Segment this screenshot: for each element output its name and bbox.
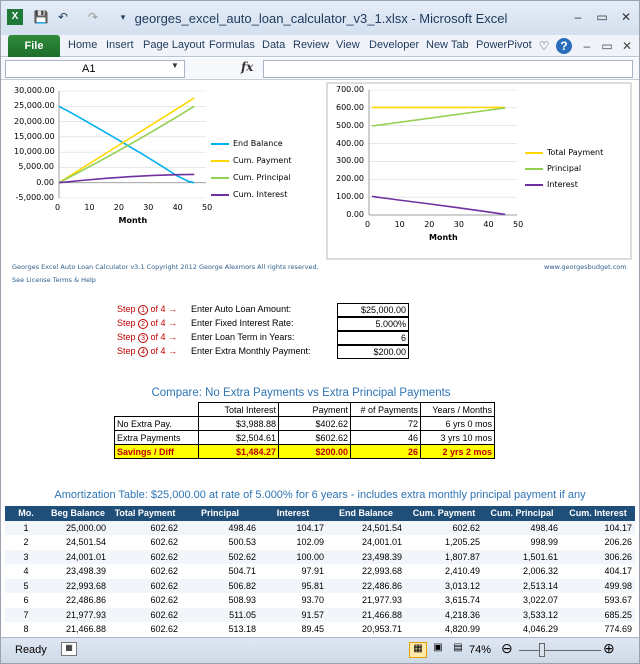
- amort-cell: 24,501.54: [361, 522, 402, 533]
- amort-cell: 504.71: [228, 566, 256, 577]
- chart2-y-tick: 700.00: [336, 85, 364, 94]
- amort-cell: 3,013.12: [444, 580, 480, 591]
- amort-cell: 21,466.88: [65, 624, 106, 635]
- footer-website-link[interactable]: www.georgesbudget.com: [544, 263, 627, 271]
- amort-cell: 22,993.68: [65, 580, 106, 591]
- step-number-badge: 4: [138, 347, 148, 357]
- amort-cell: 3,615.74: [444, 595, 480, 606]
- amort-cell: 93.70: [301, 595, 324, 606]
- step-prompt-text: Enter Auto Loan Amount:: [191, 304, 292, 314]
- chart2-y-tick: 100.00: [336, 192, 364, 202]
- step-of: of 4: [150, 346, 166, 356]
- amort-cell: 498.46: [228, 522, 256, 533]
- amort-cell: 22,486.86: [65, 595, 106, 606]
- amort-row: [5, 564, 635, 579]
- amort-header-cell: Beg Balance: [47, 506, 109, 521]
- compare-cell: 72: [351, 417, 421, 431]
- ribbon-minimize-button[interactable]: –: [583, 39, 591, 53]
- footer-copyright: Georges Excel Auto Loan Calculator v3.1 Copyright 2012 George Alexmors All rights reserved.: [12, 263, 319, 271]
- step-prompt: [191, 318, 294, 328]
- chart1-y-tick: 5,000.00: [18, 162, 54, 172]
- amort-row: [5, 593, 635, 608]
- chart2-x-tick: 0: [365, 220, 371, 229]
- save-icon[interactable]: 💾: [33, 10, 49, 24]
- compare-header-cell: Payment: [279, 403, 351, 417]
- step-input-4[interactable]: $200.00: [337, 345, 409, 359]
- amort-cell: 5: [23, 580, 29, 591]
- amort-cell: 4,820.99: [444, 624, 480, 635]
- chart1-y-tick: 20,000.00: [14, 116, 55, 126]
- amort-cell: 500.53: [228, 537, 256, 548]
- amort-cell: 91.57: [301, 609, 324, 620]
- amort-cell: 774.69: [604, 624, 632, 635]
- amort-title: Amortization Table: $25,000.00 at rate of 5.000% for 6 years - includes extra monthly principal payment if any: [54, 489, 586, 501]
- compare-cell: No Extra Pay.: [115, 417, 199, 431]
- chart1-y-tick: 10,000.00: [14, 147, 55, 157]
- compare-table: [114, 402, 495, 459]
- amort-cell: 206.26: [604, 537, 632, 548]
- amort-cell: 4,218.36: [444, 609, 480, 620]
- compare-header-cell: Years / Months: [421, 403, 495, 417]
- chart1-y-tick: 25,000.00: [14, 101, 55, 111]
- amort-cell: 21,977.93: [361, 595, 402, 606]
- amort-row: [5, 579, 635, 594]
- amort-cell: 1,205.25: [444, 537, 480, 548]
- chart1-y-tick: -5,000.00: [15, 193, 54, 202]
- amort-cell: 998.99: [530, 537, 558, 548]
- amort-header-row: [5, 506, 635, 521]
- chart1-legend-label: Cum. Payment: [233, 156, 292, 165]
- amort-cell: 602.62: [150, 537, 178, 548]
- amort-cell: 21,466.88: [361, 609, 402, 620]
- chart2-y-tick: 500.00: [336, 120, 364, 130]
- chart1-legend-label: End Balance: [233, 139, 283, 148]
- excel-logo-icon: X: [7, 9, 23, 25]
- chart2-x-tick: 50: [513, 220, 524, 229]
- compare-cell: $2,504.61: [199, 431, 279, 445]
- amort-cell: 593.67: [604, 595, 632, 606]
- compare-header-cell: [115, 403, 199, 417]
- name-box-dropdown-icon[interactable]: ▼: [171, 61, 179, 70]
- amort-cell: 602.62: [452, 522, 480, 533]
- amort-header-cell: Cum. Interest: [561, 506, 635, 521]
- chart1-legend-label: Cum. Interest: [233, 190, 288, 199]
- chart1-x-tick: 20: [113, 203, 124, 212]
- chart2-y-tick: 0.00: [346, 210, 364, 219]
- chart2-frame: [327, 83, 631, 259]
- amort-cell: 511.05: [229, 609, 256, 620]
- amort-cell: 602.62: [150, 609, 178, 620]
- step-label: [117, 332, 177, 343]
- chart2-y-tick: 200.00: [336, 174, 364, 184]
- formula-input[interactable]: [263, 60, 633, 78]
- amort-cell: 23,498.39: [361, 551, 402, 562]
- step-input-2[interactable]: 5.000%: [337, 317, 409, 331]
- compare-cell: 3 yrs 10 mos: [421, 431, 495, 445]
- amort-cell: 602.62: [150, 566, 178, 577]
- status-ready: Ready: [15, 644, 47, 656]
- tab-review[interactable]: Review: [293, 39, 330, 51]
- amort-table: [5, 506, 635, 637]
- amort-cell: 508.93: [228, 595, 256, 606]
- amort-cell: 602.62: [150, 522, 178, 533]
- step-word: Step: [117, 332, 136, 342]
- step-arrow-icon: →: [168, 304, 178, 314]
- compare-cell: $402.62: [279, 417, 351, 431]
- step-label: [117, 318, 177, 329]
- zoom-slider-thumb[interactable]: [539, 643, 545, 657]
- amort-cell: 100.00: [296, 551, 324, 562]
- amort-cell: 6: [23, 595, 29, 606]
- amort-header-cell: Mo.: [5, 506, 47, 521]
- amort-cell: 97.91: [301, 566, 324, 577]
- amort-cell: 502.62: [228, 551, 256, 562]
- compare-cell: 2 yrs 2 mos: [421, 445, 495, 459]
- compare-cell: $1,484.27: [199, 445, 279, 459]
- amort-row: [5, 550, 635, 565]
- compare-cell: 26: [351, 445, 421, 459]
- function-icon[interactable]: fx: [241, 60, 254, 74]
- heart-icon[interactable]: ♡: [538, 39, 550, 53]
- step-label: [117, 304, 177, 315]
- tab-developer[interactable]: Developer: [369, 39, 420, 51]
- amort-cell: 20,953.71: [361, 624, 402, 635]
- maximize-button[interactable]: ▭: [596, 10, 608, 24]
- chart1-x-tick: 0: [55, 203, 61, 212]
- chart2-legend-label: Interest: [547, 180, 578, 189]
- undo-icon[interactable]: ↶: [57, 10, 69, 24]
- step-word: Step: [117, 346, 136, 356]
- amort-cell: 7: [23, 609, 29, 620]
- tab-view[interactable]: View: [336, 39, 360, 51]
- amort-cell: 404.17: [604, 566, 632, 577]
- amort-cell: 8: [23, 624, 29, 635]
- compare-cell: $602.62: [279, 431, 351, 445]
- amort-cell: 24,501.54: [65, 537, 106, 548]
- redo-icon[interactable]: ↷: [87, 10, 99, 24]
- step-prompt: [191, 346, 311, 356]
- chart2-y-tick: 400.00: [336, 138, 364, 148]
- step-number-badge: 3: [138, 333, 148, 343]
- compare-cell: $200.00: [279, 445, 351, 459]
- worksheet[interactable]: [1, 81, 639, 637]
- step-number-badge: 1: [138, 305, 148, 315]
- step-word: Step: [117, 304, 136, 314]
- step-arrow-icon: →: [168, 346, 178, 356]
- status-bar: [1, 637, 639, 663]
- amort-cell: 95.81: [301, 580, 324, 591]
- amort-cell: 21,977.93: [65, 609, 106, 620]
- amort-cell: 2: [23, 537, 29, 548]
- step-of: of 4: [150, 332, 166, 342]
- amort-cell: 1,807.87: [444, 551, 480, 562]
- chart2-x-tick: 20: [424, 220, 435, 229]
- name-box[interactable]: A1: [5, 60, 185, 78]
- step-prompt-text: Enter Fixed Interest Rate:: [191, 318, 294, 328]
- chart1-x-tick: 50: [202, 203, 213, 212]
- amort-cell: 685.25: [604, 609, 632, 620]
- page-layout-view-icon[interactable]: ▣: [433, 642, 443, 653]
- amort-cell: 1: [23, 522, 29, 533]
- step-number-badge: 2: [138, 319, 148, 329]
- normal-view-icon[interactable]: ▦: [409, 642, 427, 658]
- amort-cell: 306.26: [604, 551, 632, 562]
- chart1-series-line: [59, 174, 194, 182]
- chart2-y-tick: 300.00: [336, 156, 364, 166]
- chart1-x-tick: 10: [84, 203, 95, 212]
- chart2-x-tick: 40: [483, 220, 494, 229]
- amort-cell: 2,410.49: [444, 566, 480, 577]
- license-link[interactable]: See License Terms & Help: [12, 276, 96, 284]
- amort-cell: 602.62: [150, 595, 178, 606]
- amort-cell: 506.82: [228, 580, 256, 591]
- formula-bar: [1, 58, 639, 80]
- charts-area: [1, 81, 639, 261]
- compare-header-cell: Total Interest: [199, 403, 279, 417]
- amort-cell: 4,046.29: [522, 624, 558, 635]
- tab-home[interactable]: Home: [68, 39, 98, 51]
- amort-cell: 602.62: [150, 551, 178, 562]
- window-title: georges_excel_auto_loan_calculator_v3_1.xlsx - Microsoft Excel: [134, 11, 508, 26]
- amort-cell: 2,006.32: [522, 566, 558, 577]
- amort-cell: 498.46: [530, 522, 558, 533]
- amort-cell: 104.17: [296, 522, 324, 533]
- amort-cell: 602.62: [150, 580, 178, 591]
- compare-cell: 6 yrs 0 mos: [421, 417, 495, 431]
- chart1-x-tick: 30: [143, 203, 154, 212]
- tab-page-layout[interactable]: Page Layout: [143, 39, 205, 51]
- amort-header-cell: Total Payment: [109, 506, 181, 521]
- compare-cell: Savings / Diff: [115, 445, 199, 459]
- amort-row: [5, 535, 635, 550]
- amort-cell: 25,000.00: [65, 522, 106, 533]
- chart2-x-label: Month: [429, 233, 458, 242]
- chart2-legend-label: Total Payment: [547, 148, 604, 157]
- amort-header-cell: End Balance: [327, 506, 405, 521]
- amort-header-cell: Principal: [181, 506, 259, 521]
- amort-cell: 104.17: [604, 522, 632, 533]
- amort-cell: 3,022.07: [522, 595, 558, 606]
- step-label: [117, 346, 177, 357]
- amort-header-cell: Interest: [259, 506, 327, 521]
- chart1-series-line: [59, 98, 194, 183]
- amort-cell: 102.09: [296, 537, 324, 548]
- amort-row: [5, 608, 635, 623]
- zoom-level: 74%: [469, 644, 492, 656]
- step-prompt: [191, 332, 294, 342]
- amort-cell: 22,993.68: [361, 566, 402, 577]
- chart2-y-tick: 600.00: [336, 102, 364, 112]
- tab-data[interactable]: Data: [262, 39, 286, 51]
- step-arrow-icon: →: [168, 318, 178, 328]
- amort-cell: 24,001.01: [361, 537, 402, 548]
- amort-row: [5, 521, 635, 536]
- macro-record-icon[interactable]: ▦: [61, 642, 77, 656]
- zoom-in-icon[interactable]: ⊕: [603, 640, 615, 656]
- compare-header-row: [115, 403, 495, 417]
- compare-row: [115, 417, 495, 431]
- amort-cell: 513.18: [228, 624, 256, 635]
- amort-cell: 1,501.61: [522, 551, 558, 562]
- step-prompt-text: Enter Extra Monthly Payment:: [191, 346, 311, 356]
- amort-cell: 89.45: [301, 624, 324, 635]
- compare-header-cell: # of Payments: [351, 403, 421, 417]
- amort-cell: 23,498.39: [65, 566, 106, 577]
- chart1-x-tick: 40: [172, 203, 183, 212]
- help-icon[interactable]: ?: [556, 38, 572, 54]
- step-prompt: [191, 304, 291, 314]
- step-input-1[interactable]: $25,000.00: [337, 303, 409, 317]
- amort-cell: 2,513.14: [522, 580, 558, 591]
- step-of: of 4: [150, 318, 166, 328]
- tab-new-tab[interactable]: New Tab: [426, 39, 469, 51]
- step-prompt-text: Enter Loan Term in Years:: [191, 332, 295, 342]
- compare-title: Compare: No Extra Payments vs Extra Principal Payments: [151, 387, 451, 399]
- step-of: of 4: [150, 304, 166, 314]
- chart2-x-tick: 30: [453, 220, 464, 229]
- amort-header-cell: Cum. Payment: [405, 506, 483, 521]
- chart1-y-tick: 30,000.00: [14, 86, 55, 95]
- chart2-x-tick: 10: [394, 220, 405, 229]
- compare-cell: Extra Payments: [115, 431, 199, 445]
- minimize-button[interactable]: –: [574, 10, 582, 24]
- tab-powerpivot[interactable]: PowerPivot: [476, 39, 532, 51]
- chart1-legend-label: Cum. Principal: [233, 173, 291, 182]
- compare-row: [115, 445, 495, 459]
- chart2-legend-label: Principal: [547, 164, 582, 173]
- amort-cell: 4: [23, 566, 29, 577]
- ribbon-restore-button[interactable]: ▭: [601, 39, 613, 53]
- step-arrow-icon: →: [168, 332, 178, 342]
- step-word: Step: [117, 318, 136, 328]
- compare-cell: $3,988.88: [199, 417, 279, 431]
- amort-header-cell: Cum. Principal: [483, 506, 561, 521]
- page-break-view-icon[interactable]: ▤: [453, 642, 463, 653]
- zoom-out-icon[interactable]: ⊖: [501, 640, 513, 656]
- workbook-close-button[interactable]: ✕: [621, 39, 633, 53]
- customize-toolbar-icon[interactable]: ▾: [120, 12, 126, 22]
- close-button[interactable]: ✕: [620, 10, 632, 24]
- file-tab[interactable]: File: [8, 35, 60, 57]
- title-bar: [1, 1, 639, 35]
- amort-cell: 3,533.12: [522, 609, 558, 620]
- chart1-x-label: Month: [118, 216, 148, 225]
- chart1-y-tick: 15,000.00: [14, 131, 55, 141]
- zoom-slider-track[interactable]: [519, 650, 601, 651]
- amort-cell: 24,001.01: [65, 551, 106, 562]
- amort-cell: 3: [23, 551, 29, 562]
- step-input-3[interactable]: 6: [337, 331, 409, 345]
- compare-row: [115, 431, 495, 445]
- amort-cell: 602.62: [150, 624, 178, 635]
- amort-cell: 22,486.86: [361, 580, 402, 591]
- amort-cell: 499.98: [604, 580, 632, 591]
- compare-cell: 46: [351, 431, 421, 445]
- tab-formulas[interactable]: Formulas: [209, 39, 255, 51]
- tab-insert[interactable]: Insert: [106, 39, 134, 51]
- amort-row: [5, 622, 635, 637]
- ribbon-tabs: [1, 35, 639, 57]
- chart1-y-tick: 0.00: [36, 177, 54, 187]
